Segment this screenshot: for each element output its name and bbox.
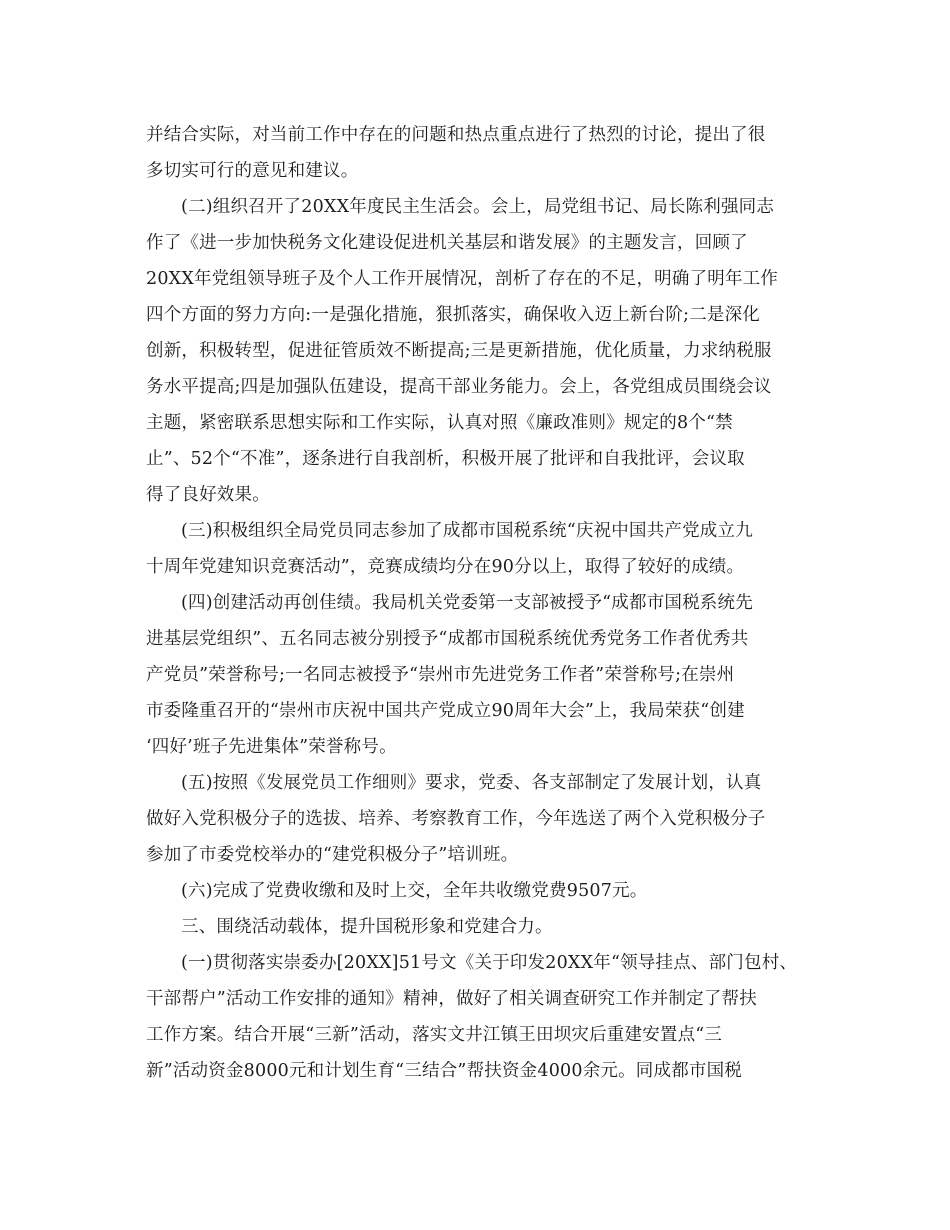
paragraph-line: 务水平提高;四是加强队伍建设，提高干部业务能力。会上，各党组成员围绕会议 bbox=[146, 377, 772, 397]
paragraph-line: 工作方案。结合开展“三新”活动，落实文井江镇王田坝灾后重建安置点“三 bbox=[146, 1025, 723, 1045]
paragraph-line: 干部帮户”活动工作安排的通知》精神，做好了相关调查研究工作并制定了帮扶 bbox=[146, 989, 757, 1009]
document-body bbox=[146, 117, 826, 1089]
paragraph-line: 多切实可行的意见和建议。 bbox=[146, 161, 359, 181]
paragraph-line: 作了《进一步加快税务文化建设促进机关基层和谐发展》的主题发言，回顾了 bbox=[146, 233, 748, 253]
paragraph-first-line: 三、围绕活动载体，提升国税形象和党建合力。 bbox=[181, 917, 553, 937]
paragraph-line: ‘四好’班子先进集体”荣誉称号。 bbox=[146, 737, 397, 757]
paragraph-line: 做好入党积极分子的选拔、培养、考察教育工作，今年选送了两个入党积极分子 bbox=[146, 809, 766, 829]
paragraph-first-line: (一)贯彻落实崇委办[20XX]51号文《关于印发20XX年“领导挂点、部门包村、 bbox=[181, 953, 798, 973]
paragraph-line: 并结合实际，对当前工作中存在的问题和热点重点进行了热烈的讨论，提出了很 bbox=[146, 125, 766, 145]
paragraph-line: 产党员”荣誉称号;一名同志被授予“崇州市先进党务工作者”荣誉称号;在崇州 bbox=[146, 665, 735, 685]
paragraph-line: 十周年党建知识竞赛活动”，竞赛成绩均分在90分以上，取得了较好的成绩。 bbox=[146, 557, 745, 577]
paragraph-line: 市委隆重召开的“崇州市庆祝中国共产党成立90周年大会”上，我局荣获“创建 bbox=[146, 701, 745, 721]
paragraph-line: 四个方面的努力方向:一是强化措施，狠抓落实，确保收入迈上新台阶;二是深化 bbox=[146, 305, 760, 325]
paragraph-first-line: (五)按照《发展党员工作细则》要求，党委、各支部制定了发展计划，认真 bbox=[181, 773, 762, 793]
paragraph-line: 得了良好效果。 bbox=[146, 485, 270, 505]
paragraph-line: 主题，紧密联系思想实际和工作实际，认真对照《廉政准则》规定的8个“禁 bbox=[146, 413, 733, 433]
paragraph-first-line: (六)完成了党费收缴和及时上交，全年共收缴党费9507元。 bbox=[181, 881, 648, 901]
paragraph-first-line: (四)创建活动再创佳绩。我局机关党委第一支部被授予“成都市国税系统先 bbox=[181, 593, 753, 613]
paragraph-line: 创新，积极转型，促进征管质效不断提高;三是更新措施，优化质量，力求纳税服 bbox=[146, 341, 772, 361]
paragraph-line: 止”、52个“不准”，逐条进行自我剖析，积极开展了批评和自我批评，会议取 bbox=[146, 449, 745, 469]
paragraph-line: 20XX年党组领导班子及个人工作开展情况，剖析了存在的不足，明确了明年工作 bbox=[146, 269, 779, 289]
paragraph-line: 参加了市委党校举办的“建党积极分子”培训班。 bbox=[146, 845, 519, 865]
paragraph-first-line: (二)组织召开了20XX年度民主生活会。会上，局党组书记、局长陈利强同志 bbox=[181, 197, 775, 217]
paragraph-line: 新”活动资金8000元和计划生育“三结合”帮扶资金4000余元。同成都市国税 bbox=[146, 1061, 743, 1081]
paragraph-first-line: (三)积极组织全局党员同志参加了成都市国税系统“庆祝中国共产党成立九 bbox=[181, 521, 753, 541]
paragraph-line: 进基层党组织”、五名同志被分别授予“成都市国税系统优秀党务工作者优秀共 bbox=[146, 629, 749, 649]
